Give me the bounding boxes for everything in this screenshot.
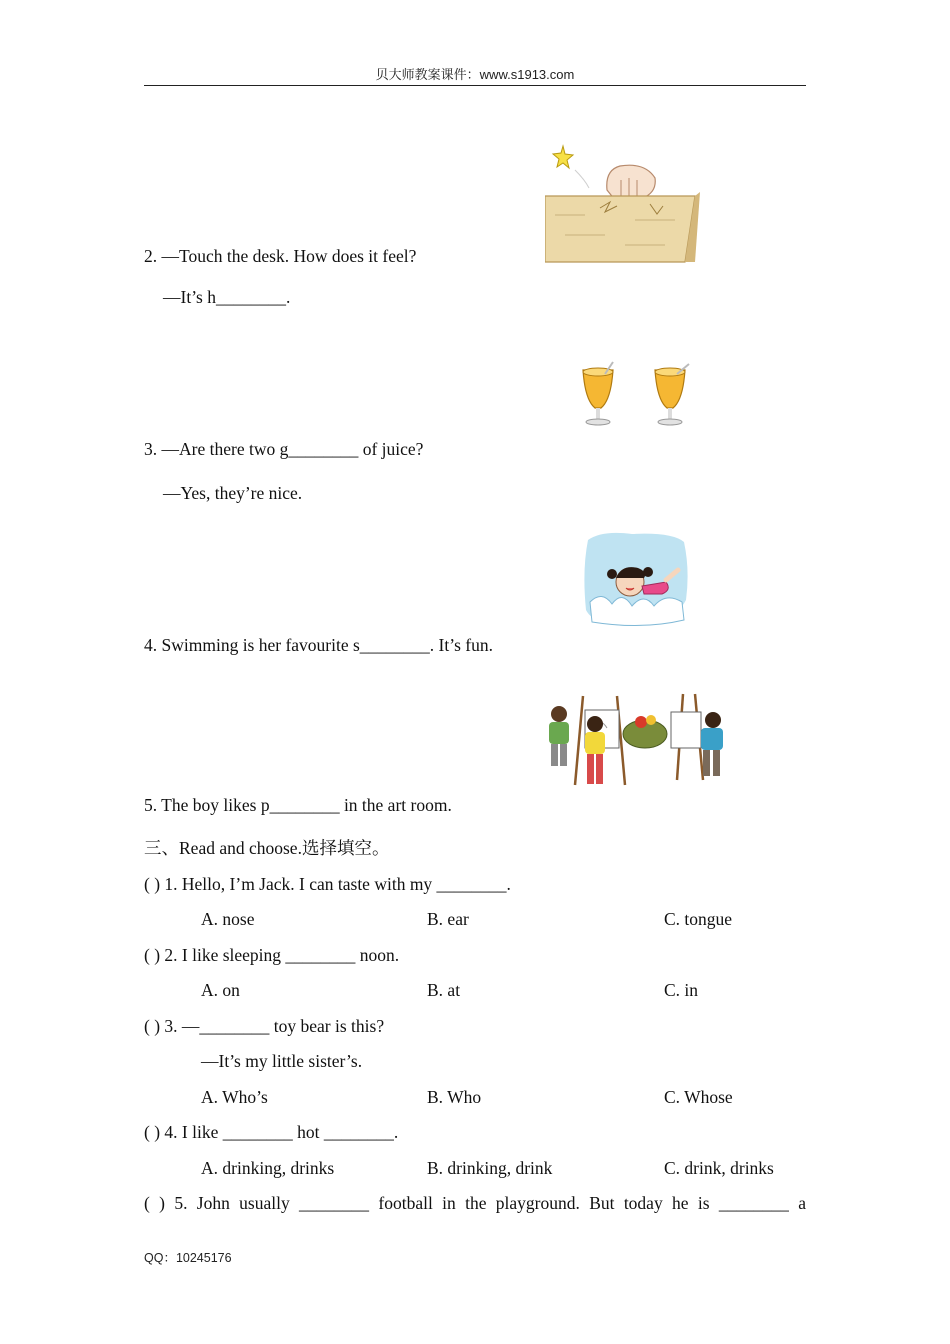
mc2-option-a: A. on	[201, 980, 240, 1000]
mc-question-4: ( ) 4. I like ________ hot ________.	[144, 1122, 399, 1142]
page-header: 贝大师教案课件：www.s1913.com	[375, 67, 575, 82]
mc3-option-b: B. Who	[427, 1087, 482, 1107]
question-3: 3. —Are there two g________ of juice?	[144, 439, 424, 459]
mc-question-3-sub: —It’s my little sister’s.	[201, 1051, 363, 1071]
mc-question-2: ( ) 2. I like sleeping ________ noon.	[144, 945, 400, 965]
mc-question-5: ( ) 5. John usually ________ football in the playground. But today he is ________ a	[144, 1193, 806, 1213]
mc4-option-c: C. drink, drinks	[664, 1158, 774, 1178]
mc1-option-a: A. nose	[201, 909, 255, 929]
answer-2: —It’s h________.	[163, 287, 291, 307]
header-divider	[144, 85, 806, 86]
mc3-option-a: A. Who’s	[201, 1087, 268, 1107]
mc-question-3: ( ) 3. —________ toy bear is this?	[144, 1016, 385, 1036]
mc-question-1: ( ) 1. Hello, I’m Jack. I can taste with my ________.	[144, 874, 511, 894]
juice-glasses-icon	[575, 360, 700, 430]
swimming-girl-icon	[582, 530, 692, 630]
mc1-option-b: B. ear	[427, 909, 469, 929]
page-footer: QQ：10245176	[144, 1251, 232, 1265]
mc3-option-c: C. Whose	[664, 1087, 733, 1107]
mc4-option-b: B. drinking, drink	[427, 1158, 553, 1178]
mc2-option-b: B. at	[427, 980, 461, 1000]
mc1-option-c: C. tongue	[664, 909, 733, 929]
mc4-option-a: A. drinking, drinks	[201, 1158, 335, 1178]
question-4: 4. Swimming is her favourite s________. It’s fun.	[144, 635, 494, 655]
section3-title: 三、Read and choose.选择填空。	[144, 838, 390, 858]
mc2-option-c: C. in	[664, 980, 699, 1000]
question-5: 5. The boy likes p________ in the art room.	[144, 795, 452, 815]
painting-children-icon	[545, 690, 730, 795]
question-2: 2. —Touch the desk. How does it feel?	[144, 246, 417, 266]
answer-3: —Yes, they’re nice.	[163, 483, 303, 503]
desk-touch-icon	[545, 140, 705, 265]
